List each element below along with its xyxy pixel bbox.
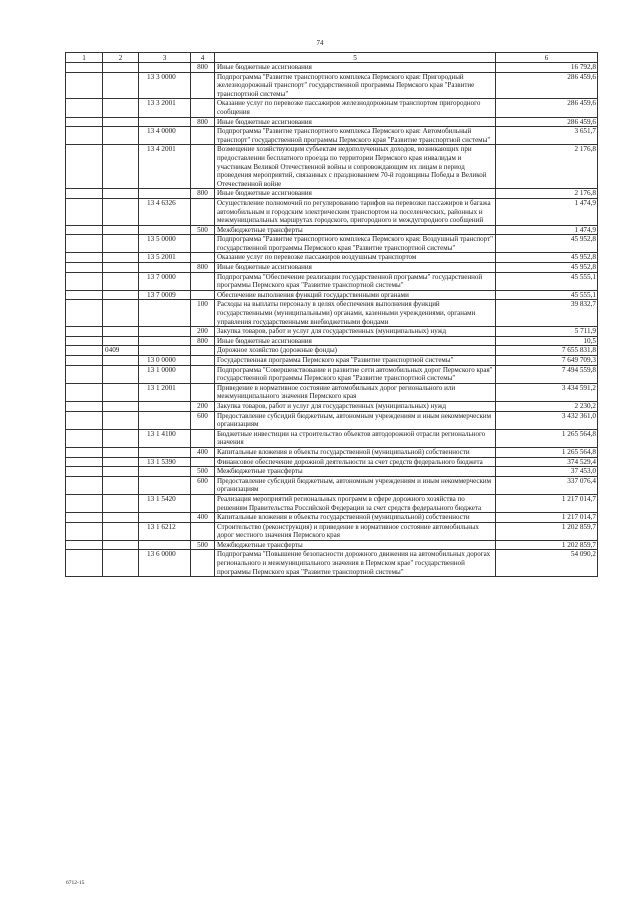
cell-amount: 7 494 559,8 xyxy=(496,365,598,383)
cell-section-code xyxy=(103,263,139,273)
table-row xyxy=(66,346,598,356)
cell-section-code xyxy=(103,336,139,346)
cell-col-1 xyxy=(66,327,103,337)
cell-section-code xyxy=(103,225,139,235)
cell-section-code: 0409 xyxy=(103,346,139,356)
table-row xyxy=(66,429,598,447)
cell-col-1 xyxy=(66,145,103,189)
table-row xyxy=(66,145,598,189)
header-col-5: 5 xyxy=(215,53,496,63)
cell-target-code: 13 1 4100 xyxy=(139,429,191,447)
cell-target-code: 13 3 2001 xyxy=(139,99,191,117)
cell-section-code xyxy=(103,522,139,540)
cell-target-code: 13 4 0000 xyxy=(139,127,191,145)
cell-amount: 1 265 564,8 xyxy=(496,429,598,447)
table-row xyxy=(66,447,598,457)
table-row xyxy=(66,356,598,366)
cell-amount: 1 217 014,7 xyxy=(496,513,598,523)
cell-target-code xyxy=(139,540,191,550)
cell-description: Подпрограмма "Повышение безопасности дорожного движения на автомобильных дорогах регионального и межмуниципального значения в Пермском крае" государственной программы Пермского края "Развитие транспортной системы" xyxy=(215,550,496,577)
cell-expense-type: 200 xyxy=(191,401,215,411)
cell-expense-type xyxy=(191,272,215,290)
cell-col-1 xyxy=(66,429,103,447)
cell-section-code xyxy=(103,253,139,263)
table-body xyxy=(66,63,598,577)
cell-description: Подпрограмма "Развитие транспортного комплекса Пермского края: Автомобильный транспорт" государственной программы Пермского края "Развитие транспортной системы" xyxy=(215,127,496,145)
cell-amount: 337 076,4 xyxy=(496,476,598,494)
cell-section-code xyxy=(103,72,139,99)
cell-section-code xyxy=(103,327,139,337)
cell-target-code: 13 7 0000 xyxy=(139,272,191,290)
table-row xyxy=(66,365,598,383)
cell-description: Капитальные вложения в объекты государственной (муниципальной) собственности xyxy=(215,447,496,457)
cell-amount: 7 649 709,3 xyxy=(496,356,598,366)
table-row xyxy=(66,290,598,300)
cell-description: Оказание услуг по перевозке пассажиров железнодорожным транспортом пригородного сообщения xyxy=(215,99,496,117)
table-row xyxy=(66,198,598,225)
cell-section-code xyxy=(103,235,139,253)
cell-section-code xyxy=(103,99,139,117)
cell-target-code: 13 3 0000 xyxy=(139,72,191,99)
cell-col-1 xyxy=(66,127,103,145)
cell-section-code xyxy=(103,198,139,225)
cell-description: Приведение в нормативное состояние автомобильных дорог регионального или межмуниципального значения Пермского края xyxy=(215,383,496,401)
cell-amount: 3 434 591,2 xyxy=(496,383,598,401)
cell-col-1 xyxy=(66,383,103,401)
cell-col-1 xyxy=(66,365,103,383)
cell-description: Иные бюджетные ассигнования xyxy=(215,63,496,73)
cell-target-code: 13 5 2001 xyxy=(139,253,191,263)
header-row xyxy=(66,53,598,63)
cell-section-code xyxy=(103,429,139,447)
cell-target-code: 13 1 6212 xyxy=(139,522,191,540)
cell-amount: 1 202 859,7 xyxy=(496,522,598,540)
cell-description: Подпрограмма "Развитие транспортного комплекса Пермского края: Пригородный железнодорожный транспорт" государственной программы Пермского края "Развитие транспортной системы" xyxy=(215,72,496,99)
header-col-6: 6 xyxy=(496,53,598,63)
cell-amount: 16 792,8 xyxy=(496,63,598,73)
cell-target-code xyxy=(139,225,191,235)
cell-expense-type: 500 xyxy=(191,225,215,235)
cell-section-code xyxy=(103,494,139,512)
cell-col-1 xyxy=(66,494,103,512)
cell-expense-type xyxy=(191,290,215,300)
cell-target-code xyxy=(139,189,191,199)
cell-description: Межбюджетные трансферты xyxy=(215,540,496,550)
cell-expense-type: 400 xyxy=(191,447,215,457)
cell-expense-type xyxy=(191,346,215,356)
cell-amount: 10,5 xyxy=(496,336,598,346)
cell-amount: 286 459,6 xyxy=(496,99,598,117)
header-col-4: 4 xyxy=(191,53,215,63)
cell-expense-type xyxy=(191,550,215,577)
table-row xyxy=(66,300,598,327)
cell-section-code xyxy=(103,300,139,327)
cell-description: Закупка товаров, работ и услуг для государственных (муниципальных) нужд xyxy=(215,401,496,411)
cell-col-1 xyxy=(66,522,103,540)
cell-amount: 3 432 361,0 xyxy=(496,411,598,429)
cell-col-1 xyxy=(66,401,103,411)
cell-target-code: 13 7 0009 xyxy=(139,290,191,300)
cell-col-1 xyxy=(66,225,103,235)
cell-expense-type: 800 xyxy=(191,63,215,73)
cell-section-code xyxy=(103,63,139,73)
cell-amount: 286 459,6 xyxy=(496,117,598,127)
cell-expense-type xyxy=(191,99,215,117)
cell-target-code: 13 1 5390 xyxy=(139,457,191,467)
cell-amount: 1 474,9 xyxy=(496,198,598,225)
cell-description: Финансовое обеспечение дорожной деятельности за счет средств федерального бюджета xyxy=(215,457,496,467)
cell-amount: 3 651,7 xyxy=(496,127,598,145)
cell-amount: 5 711,9 xyxy=(496,327,598,337)
cell-section-code xyxy=(103,540,139,550)
cell-description: Дорожное хозяйство (дорожные фонды) xyxy=(215,346,496,356)
cell-target-code xyxy=(139,63,191,73)
cell-description: Межбюджетные трансферты xyxy=(215,225,496,235)
cell-section-code xyxy=(103,290,139,300)
cell-col-1 xyxy=(66,272,103,290)
cell-amount: 1 217 014,7 xyxy=(496,494,598,512)
cell-target-code xyxy=(139,467,191,477)
cell-description: Закупка товаров, работ и услуг для государственных (муниципальных) нужд xyxy=(215,327,496,337)
cell-col-1 xyxy=(66,300,103,327)
table-row xyxy=(66,476,598,494)
cell-expense-type: 600 xyxy=(191,411,215,429)
cell-target-code xyxy=(139,476,191,494)
table-row xyxy=(66,327,598,337)
cell-section-code xyxy=(103,383,139,401)
cell-col-1 xyxy=(66,346,103,356)
cell-expense-type xyxy=(191,494,215,512)
cell-col-1 xyxy=(66,189,103,199)
cell-description: Оказание услуг по перевозке пассажиров воздушным транспортом xyxy=(215,253,496,263)
table-row xyxy=(66,411,598,429)
cell-expense-type: 800 xyxy=(191,263,215,273)
table-row xyxy=(66,494,598,512)
cell-col-1 xyxy=(66,63,103,73)
cell-col-1 xyxy=(66,476,103,494)
cell-expense-type: 800 xyxy=(191,336,215,346)
cell-expense-type xyxy=(191,253,215,263)
cell-col-1 xyxy=(66,447,103,457)
cell-target-code xyxy=(139,117,191,127)
cell-description: Иные бюджетные ассигнования xyxy=(215,263,496,273)
cell-expense-type xyxy=(191,72,215,99)
cell-col-1 xyxy=(66,467,103,477)
cell-target-code xyxy=(139,401,191,411)
cell-col-1 xyxy=(66,513,103,523)
table-row xyxy=(66,336,598,346)
cell-section-code xyxy=(103,365,139,383)
cell-expense-type xyxy=(191,235,215,253)
table-row xyxy=(66,117,598,127)
cell-section-code xyxy=(103,411,139,429)
cell-section-code xyxy=(103,447,139,457)
table-row xyxy=(66,127,598,145)
cell-section-code xyxy=(103,457,139,467)
cell-target-code xyxy=(139,336,191,346)
cell-col-1 xyxy=(66,411,103,429)
table-row xyxy=(66,522,598,540)
cell-expense-type xyxy=(191,457,215,467)
cell-section-code xyxy=(103,513,139,523)
cell-description: Возмещение хозяйствующим субъектам недополученных доходов, возникающих при предоставлении бесплатного проезда по территории Пермского края инвалидам и участникам Великой Отечественной войны и сопровождающим их лицам в период проведения мероприятий, связанных с празднованием 70-й годовщины Победы в Великой Отечественной войне xyxy=(215,145,496,189)
cell-target-code: 13 5 0000 xyxy=(139,235,191,253)
cell-description: Предоставление субсидий бюджетным, автономным учреждениям и иным некоммерческим организациям xyxy=(215,411,496,429)
cell-amount: 45 555,1 xyxy=(496,272,598,290)
cell-expense-type xyxy=(191,383,215,401)
cell-amount: 2 176,8 xyxy=(496,189,598,199)
cell-target-code xyxy=(139,346,191,356)
cell-amount: 54 090,2 xyxy=(496,550,598,577)
table-row xyxy=(66,189,598,199)
table-row xyxy=(66,467,598,477)
cell-target-code xyxy=(139,327,191,337)
cell-expense-type xyxy=(191,356,215,366)
cell-amount: 286 459,6 xyxy=(496,72,598,99)
cell-col-1 xyxy=(66,99,103,117)
cell-target-code xyxy=(139,411,191,429)
cell-expense-type xyxy=(191,522,215,540)
cell-amount: 45 555,1 xyxy=(496,290,598,300)
table-row xyxy=(66,457,598,467)
table-row xyxy=(66,272,598,290)
footer-code: 6712-15 xyxy=(66,880,85,886)
cell-amount: 45 952,8 xyxy=(496,263,598,273)
cell-col-1 xyxy=(66,356,103,366)
cell-expense-type: 400 xyxy=(191,513,215,523)
cell-target-code: 13 6 0000 xyxy=(139,550,191,577)
cell-target-code: 13 1 5420 xyxy=(139,494,191,512)
cell-amount: 2 176,8 xyxy=(496,145,598,189)
table-row xyxy=(66,253,598,263)
cell-description: Подпрограмма "Обеспечение реализации государственной программы" государственной программы Пермского края "Развитие транспортной системы" xyxy=(215,272,496,290)
table-row xyxy=(66,72,598,99)
cell-section-code xyxy=(103,356,139,366)
table-row xyxy=(66,225,598,235)
cell-expense-type xyxy=(191,429,215,447)
cell-description: Осуществление полномочий по регулированию тарифов на перевозки пассажиров и багажа автомобильным и городским электрическим транспортом на поселенческих, районных и межмуниципальных маршрутах городского, пригородного и междугородного сообщений xyxy=(215,198,496,225)
cell-amount: 374 529,4 xyxy=(496,457,598,467)
cell-col-1 xyxy=(66,457,103,467)
cell-amount: 1 202 859,7 xyxy=(496,540,598,550)
cell-col-1 xyxy=(66,198,103,225)
cell-amount: 39 832,7 xyxy=(496,300,598,327)
cell-section-code xyxy=(103,117,139,127)
cell-expense-type: 800 xyxy=(191,117,215,127)
cell-col-1 xyxy=(66,336,103,346)
cell-section-code xyxy=(103,127,139,145)
header-col-2: 2 xyxy=(103,53,139,63)
cell-expense-type: 200 xyxy=(191,327,215,337)
cell-target-code: 13 1 0000 xyxy=(139,365,191,383)
cell-expense-type: 500 xyxy=(191,467,215,477)
cell-amount: 45 952,8 xyxy=(496,235,598,253)
page-number: 74 xyxy=(316,39,324,47)
cell-target-code xyxy=(139,447,191,457)
cell-amount: 45 952,8 xyxy=(496,253,598,263)
cell-section-code xyxy=(103,476,139,494)
cell-target-code: 13 4 6326 xyxy=(139,198,191,225)
cell-amount: 2 230,2 xyxy=(496,401,598,411)
cell-description: Иные бюджетные ассигнования xyxy=(215,189,496,199)
cell-description: Подпрограмма "Развитие транспортного комплекса Пермского края: Воздушный транспорт" государственной программы Пермского края "Развитие транспортной системы" xyxy=(215,235,496,253)
cell-expense-type xyxy=(191,127,215,145)
cell-col-1 xyxy=(66,253,103,263)
cell-section-code xyxy=(103,145,139,189)
cell-expense-type: 800 xyxy=(191,189,215,199)
cell-section-code xyxy=(103,401,139,411)
cell-expense-type xyxy=(191,198,215,225)
header-col-3: 3 xyxy=(139,53,191,63)
table-header xyxy=(66,53,598,63)
cell-target-code xyxy=(139,263,191,273)
cell-amount: 7 655 831,8 xyxy=(496,346,598,356)
cell-description: Строительство (реконструкция) и приведение в нормативное состояние автомобильных дорог местного значения Пермского края xyxy=(215,522,496,540)
cell-expense-type: 600 xyxy=(191,476,215,494)
cell-description: Подпрограмма "Совершенствование и развитие сети автомобильных дорог Пермского края" государственной программы Пермского края "Развитие транспортной системы" xyxy=(215,365,496,383)
cell-description: Обеспечение выполнения функций государственными органами xyxy=(215,290,496,300)
table-row xyxy=(66,99,598,117)
table-row xyxy=(66,550,598,577)
cell-amount: 1 474,9 xyxy=(496,225,598,235)
cell-col-1 xyxy=(66,290,103,300)
cell-expense-type xyxy=(191,365,215,383)
cell-target-code: 13 1 2001 xyxy=(139,383,191,401)
cell-amount: 37 453,0 xyxy=(496,467,598,477)
cell-target-code: 13 0 0000 xyxy=(139,356,191,366)
cell-col-1 xyxy=(66,72,103,99)
cell-description: Государственная программа Пермского края "Развитие транспортной системы" xyxy=(215,356,496,366)
cell-description: Бюджетные инвестиции на строительство объектов автодорожной отрасли регионального значения xyxy=(215,429,496,447)
table-row xyxy=(66,540,598,550)
cell-section-code xyxy=(103,467,139,477)
table-row xyxy=(66,383,598,401)
table-row xyxy=(66,235,598,253)
budget-table xyxy=(65,52,598,577)
table-row xyxy=(66,513,598,523)
cell-description: Расходы на выплаты персоналу в целях обеспечения выполнения функций государственными (муниципальными) органами, казенными учреждениями, органами управления государственными внебюджетными фондами xyxy=(215,300,496,327)
table-row xyxy=(66,63,598,73)
cell-description: Капитальные вложения в объекты государственной (муниципальной) собственности xyxy=(215,513,496,523)
cell-target-code xyxy=(139,513,191,523)
cell-description: Иные бюджетные ассигнования xyxy=(215,336,496,346)
cell-description: Межбюджетные трансферты xyxy=(215,467,496,477)
cell-description: Реализация мероприятий региональных программ в сфере дорожного хозяйства по решениям Правительства Российской Федерации за счет средств федерального бюджета xyxy=(215,494,496,512)
cell-col-1 xyxy=(66,117,103,127)
cell-section-code xyxy=(103,272,139,290)
cell-section-code xyxy=(103,189,139,199)
cell-description: Иные бюджетные ассигнования xyxy=(215,117,496,127)
cell-section-code xyxy=(103,550,139,577)
cell-col-1 xyxy=(66,235,103,253)
table-row xyxy=(66,263,598,273)
cell-col-1 xyxy=(66,263,103,273)
cell-amount: 1 265 564,8 xyxy=(496,447,598,457)
cell-expense-type: 500 xyxy=(191,540,215,550)
cell-expense-type xyxy=(191,145,215,189)
cell-target-code: 13 4 2001 xyxy=(139,145,191,189)
cell-expense-type: 100 xyxy=(191,300,215,327)
cell-col-1 xyxy=(66,550,103,577)
cell-description: Предоставление субсидий бюджетным, автономным учреждениям и иным некоммерческим организациям xyxy=(215,476,496,494)
cell-col-1 xyxy=(66,540,103,550)
table-row xyxy=(66,401,598,411)
cell-target-code xyxy=(139,300,191,327)
header-col-1: 1 xyxy=(66,53,103,63)
